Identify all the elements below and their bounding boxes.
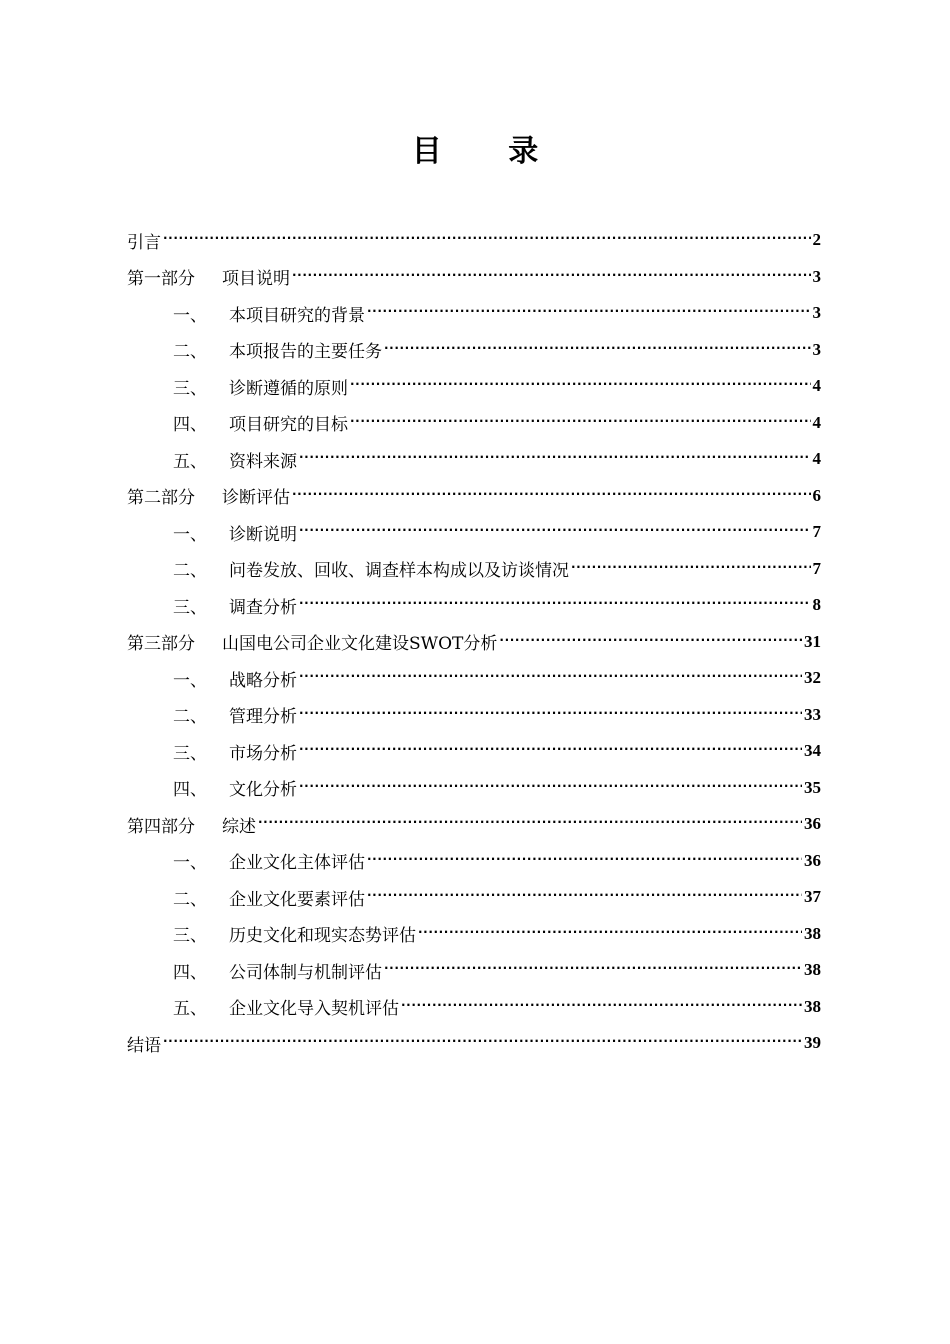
toc-entry-number: 三、: [173, 597, 207, 618]
toc-entry-page-number: 7: [812, 522, 821, 542]
toc-entry-number: 四、: [173, 962, 207, 983]
toc-entry-page-number: 7: [812, 558, 821, 578]
toc-entry[interactable]: [127, 879, 821, 916]
toc-entry-number: 二、: [173, 889, 207, 910]
toc-entry-number: 第一部分: [127, 269, 195, 290]
dot-leader: [367, 852, 802, 866]
toc-entry-number: 一、: [173, 853, 207, 874]
toc-entry-page-number: 31: [804, 631, 821, 651]
toc-entry-number: 五、: [173, 999, 207, 1020]
toc-entry-label: 山国电公司企业文化建设SWOT分析: [222, 634, 498, 655]
toc-entry-number: 第三部分: [127, 634, 195, 655]
dot-leader: [571, 560, 811, 574]
toc-entry-page-number: 38: [804, 923, 821, 943]
dot-leader: [350, 414, 811, 428]
dot-leader: [299, 450, 811, 464]
toc-entry[interactable]: [127, 770, 821, 807]
toc-entry[interactable]: [127, 368, 821, 405]
dot-leader: [384, 961, 802, 975]
toc-entry-label: 企业文化要素评估: [229, 889, 365, 910]
toc-entry-page-number: 4: [812, 412, 821, 432]
toc-entry-label: 问卷发放、回收、调查样本构成以及访谈情况: [229, 561, 569, 582]
toc-entry-page-number: 3: [812, 303, 821, 323]
toc-entry-number: 一、: [173, 670, 207, 691]
dot-leader: [299, 779, 802, 793]
toc-entry[interactable]: [127, 843, 821, 880]
toc-entry-page-number: 36: [804, 850, 821, 870]
dot-leader: [299, 523, 811, 537]
dot-leader: [163, 1034, 802, 1048]
toc-entry-number: 四、: [173, 780, 207, 801]
toc-entry-number: 四、: [173, 415, 207, 436]
toc-entry-label: 历史文化和现实态势评估: [229, 926, 416, 947]
toc-entry[interactable]: [127, 222, 821, 259]
dot-leader: [299, 742, 802, 756]
toc-entry-label: 文化分析: [229, 780, 297, 801]
toc-entry-number: 二、: [173, 342, 207, 363]
toc-entry-number: 二、: [173, 707, 207, 728]
toc-entry-label: 资料来源: [229, 451, 297, 472]
dot-leader: [418, 925, 802, 939]
toc-entry-label: 市场分析: [229, 743, 297, 764]
toc-entry-label: 综述: [222, 816, 256, 837]
toc-entry[interactable]: [127, 514, 821, 551]
toc-entry[interactable]: [127, 405, 821, 442]
toc-entry[interactable]: [127, 733, 821, 770]
toc-entry[interactable]: [127, 916, 821, 953]
toc-entry-label: 项目说明: [222, 269, 290, 290]
toc-title: 目 录: [411, 134, 567, 169]
toc-entry[interactable]: [127, 660, 821, 697]
dot-leader: [299, 596, 811, 610]
toc-entry-label: 诊断评估: [222, 488, 290, 509]
toc-entry-label: 管理分析: [229, 707, 297, 728]
toc-entry[interactable]: [127, 989, 821, 1026]
toc-entry-number: 二、: [173, 561, 207, 582]
toc-entry-number: 三、: [173, 743, 207, 764]
toc-entry-label: 战略分析: [229, 670, 297, 691]
toc-entry-page-number: 3: [812, 266, 821, 286]
toc-entry[interactable]: [127, 295, 821, 332]
dot-leader: [163, 231, 811, 245]
toc-entry-label: 本项报告的主要任务: [229, 342, 382, 363]
dot-leader: [292, 487, 811, 501]
toc-entry[interactable]: [127, 259, 821, 296]
dot-leader: [258, 815, 802, 829]
toc-entry-label: 结语: [127, 1035, 161, 1056]
dot-leader: [299, 706, 802, 720]
toc-entry-page-number: 38: [804, 960, 821, 980]
toc-entry[interactable]: [127, 478, 821, 515]
toc-entry-page-number: 32: [804, 668, 821, 688]
toc-entry[interactable]: [127, 551, 821, 588]
toc-entry-number: 三、: [173, 926, 207, 947]
dot-leader: [499, 633, 802, 647]
toc-entry-page-number: 8: [812, 595, 821, 615]
toc-entry-page-number: 33: [804, 704, 821, 724]
dot-leader: [292, 268, 811, 282]
toc-entry-number: 三、: [173, 378, 207, 399]
toc-entry-number: 一、: [173, 524, 207, 545]
toc-entry-page-number: 6: [812, 485, 821, 505]
dot-leader: [384, 341, 811, 355]
toc-entry[interactable]: [127, 441, 821, 478]
toc-entry-label: 公司体制与机制评估: [229, 962, 382, 983]
toc-entry-number: 第二部分: [127, 488, 195, 509]
dot-leader: [299, 669, 802, 683]
toc-entry-page-number: 34: [804, 741, 821, 761]
dot-leader: [350, 377, 811, 391]
toc-entry-label: 诊断遵循的原则: [229, 378, 348, 399]
toc-entry-label: 引言: [127, 232, 161, 253]
toc-entry-page-number: 35: [804, 777, 821, 797]
toc-entry-label: 项目研究的目标: [229, 415, 348, 436]
toc-entry-label: 本项目研究的背景: [229, 305, 365, 326]
table-of-contents: [127, 222, 821, 1062]
dot-leader: [367, 888, 802, 902]
toc-entry-page-number: 4: [812, 376, 821, 396]
toc-entry-number: 第四部分: [127, 816, 195, 837]
toc-entry[interactable]: [127, 624, 821, 661]
toc-entry[interactable]: [127, 806, 821, 843]
toc-entry[interactable]: [127, 587, 821, 624]
toc-entry-page-number: 3: [812, 339, 821, 359]
toc-entry[interactable]: [127, 332, 821, 369]
toc-entry[interactable]: [127, 952, 821, 989]
toc-entry[interactable]: [127, 1025, 821, 1062]
toc-entry-label: 诊断说明: [229, 524, 297, 545]
toc-entry-label: 调查分析: [229, 597, 297, 618]
toc-entry-page-number: 37: [804, 887, 821, 907]
toc-entry-page-number: 38: [804, 996, 821, 1016]
toc-entry-page-number: 39: [804, 1033, 821, 1053]
toc-entry-number: 一、: [173, 305, 207, 326]
dot-leader: [367, 304, 811, 318]
toc-entry-label: 企业文化主体评估: [229, 853, 365, 874]
toc-entry-page-number: 36: [804, 814, 821, 834]
toc-entry-page-number: 2: [812, 230, 821, 250]
toc-entry-page-number: 4: [812, 449, 821, 469]
toc-entry-label: 企业文化导入契机评估: [229, 999, 399, 1020]
toc-entry[interactable]: [127, 697, 821, 734]
toc-entry-number: 五、: [173, 451, 207, 472]
dot-leader: [401, 998, 802, 1012]
